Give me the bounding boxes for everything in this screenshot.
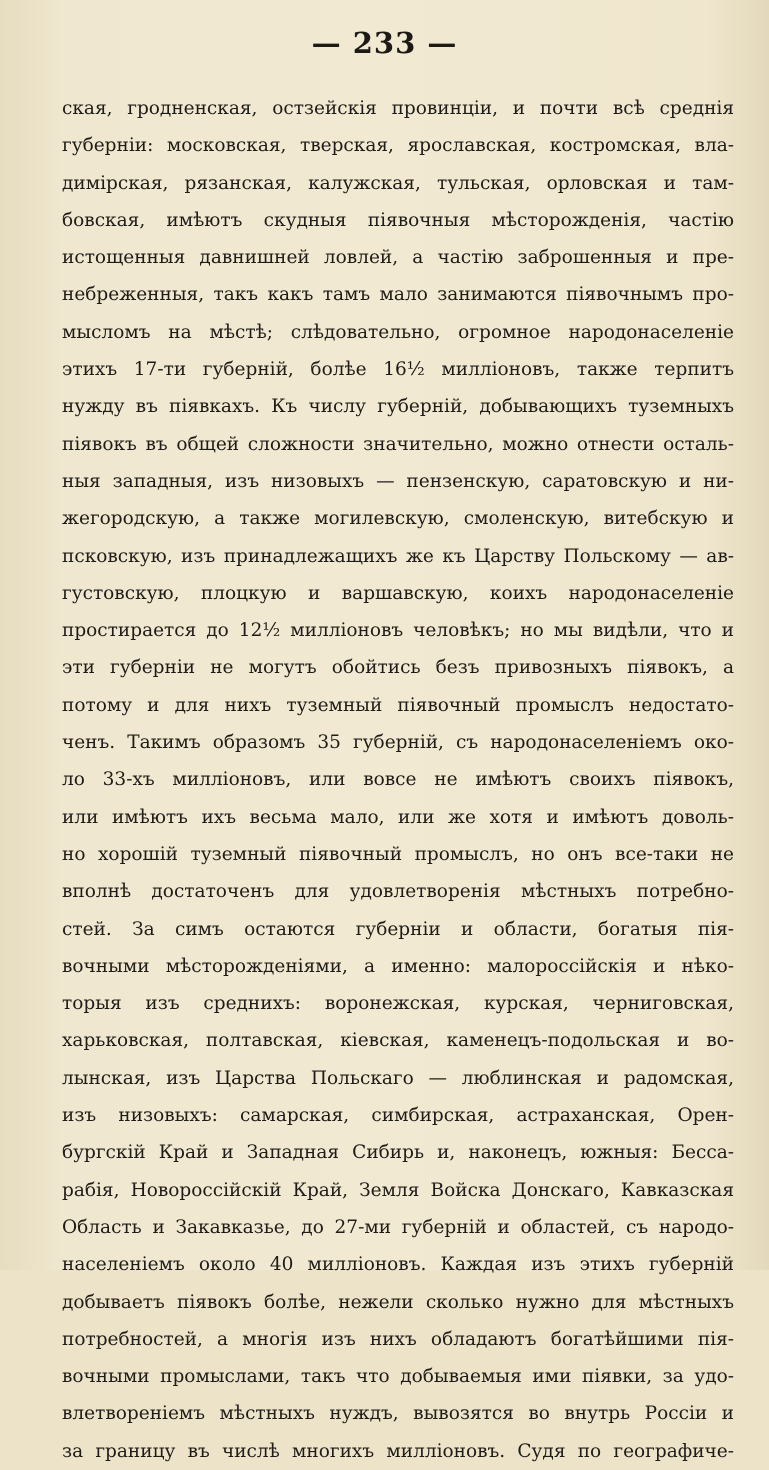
text-line: потому и для нихъ туземный піявочный промыслъ недостато- (62, 694, 734, 716)
text-line: влетвореніемъ мѣстныхъ нуждъ, вывозятся во внутрь Россіи и (62, 1403, 734, 1425)
text-line: Область и Закавказье, до 27-ми губерній и областей, съ народо- (62, 1216, 734, 1238)
text-line: этихъ 17-ти губерній, болѣе 16½ милліоновъ, также терпитъ (62, 359, 734, 381)
text-line: псковскую, изъ принадлежащихъ же къ Царству Польскому — ав- (62, 545, 734, 567)
text-line: густовскую, плоцкую и варшавскую, коихъ народонаселеніе (62, 582, 734, 604)
text-line: потребностей, а многія изъ нихъ обладаютъ богатѣйшими пія- (62, 1328, 734, 1350)
text-line: торыя изъ среднихъ: воронежская, курская, черниговская, (62, 993, 734, 1015)
text-line: стей. За симъ остаются губерніи и области, богатыя пія- (62, 918, 734, 940)
text-line: піявокъ въ общей сложности значительно, можно отнести осталь- (62, 433, 734, 455)
text-line: или имѣютъ ихъ весьма мало, или же хотя и имѣютъ доволь- (62, 806, 734, 828)
text-line: бовская, имѣютъ скудныя піявочныя мѣсторожденія, частію (62, 209, 734, 231)
text-line: ская, гродненская, остзейскія провинціи, и почти всѣ среднія (62, 98, 734, 119)
text-line: ло 33-хъ милліоновъ, или вовсе не имѣютъ своихъ піявокъ, (62, 769, 734, 791)
text-line: димірская, рязанская, калужская, тульская, орловская и там- (62, 172, 734, 194)
text-line: ныя западныя, изъ низовыхъ — пензенскую, саратовскую и ни- (62, 470, 734, 492)
text-line: за границу въ числѣ многихъ милліоновъ. Судя по географиче- (62, 1440, 734, 1462)
text-line: бургскій Край и Западная Сибирь и, наконецъ, южныя: Бесса- (62, 1142, 734, 1164)
text-line: лынская, изъ Царства Польскаго — люблинская и радомская, (62, 1067, 734, 1089)
text-line: нужду въ піявкахъ. Къ числу губерній, добывающихъ туземныхъ (62, 396, 734, 418)
text-line: вполнѣ достаточенъ для удовлетворенія мѣстныхъ потребно- (62, 881, 734, 903)
text-line: добываетъ піявокъ болѣе, нежели сколько нужно для мѣстныхъ (62, 1291, 734, 1313)
text-line: вочными промыслами, такъ что добываемыя ими піявки, за удо- (62, 1366, 734, 1388)
text-line: простирается до 12½ милліоновъ человѣкъ; но мы видѣли, что и (62, 620, 734, 642)
text-line: губерніи: московская, тверская, ярославская, костромская, вла- (62, 135, 734, 157)
text-line: но хорошій туземный піявочный промыслъ, но онъ все-таки не (62, 843, 734, 865)
text-line: рабія, Новороссійскій Край, Земля Войска Донскаго, Кавказская (62, 1179, 734, 1201)
text-line: ченъ. Такимъ образомъ 35 губерній, съ народонаселеніемъ око- (62, 732, 734, 754)
text-line: небреженныя, такъ какъ тамъ мало занимаются піявочнымъ про- (62, 284, 734, 306)
text-line: жегородскую, а также могилевскую, смоленскую, витебскую и (62, 508, 734, 530)
text-line: истощенныя давнишней ловлей, а частію заброшенныя и пре- (62, 247, 734, 269)
page-number: — 233 — (311, 26, 458, 60)
body-text (62, 90, 734, 1470)
text-line: вочными мѣсторожденіями, а именно: малороссійскія и нѣко- (62, 955, 734, 977)
text-line: харьковская, полтавская, кіевская, каменецъ-подольская и во- (62, 1030, 734, 1052)
text-line: изъ низовыхъ: самарская, симбирская, астраханская, Орен- (62, 1105, 734, 1127)
text-line: эти губерніи не могутъ обойтись безъ привозныхъ піявокъ, а (62, 657, 734, 679)
text-line: мысломъ на мѣстѣ; слѣдовательно, огромное народонаселеніе (62, 321, 734, 343)
text-line: населеніемъ около 40 милліоновъ. Каждая изъ этихъ губерній (62, 1254, 734, 1276)
